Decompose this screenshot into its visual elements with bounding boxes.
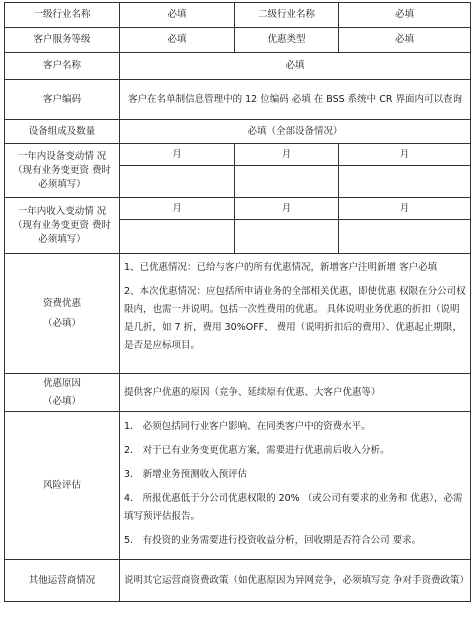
row-tariff xyxy=(5,254,471,374)
row-income-months xyxy=(5,198,471,220)
industry-l1-label: 一级行业名称 xyxy=(5,3,120,28)
row-reason xyxy=(5,374,471,412)
equipment-month-2: 月 xyxy=(235,144,339,166)
other-operators-value[interactable]: 说明其它运营商资费政策（如优惠原因为异网竞争，必须填写竞 争对手资费政策） xyxy=(120,560,471,602)
risk-label: 风险评估 xyxy=(5,412,120,560)
tariff-current-text: 2、本次优惠情况：应包括所申请业务的全部相关优惠，即使优惠 权限在分公司权限内，也需一并说明。包括一次性费用的优惠。 具体说明业务优惠的折扣（说明是几折，如 7 折，费用 30%OFF、 费用（说明折扣后的费用）、优惠起止期限，是否是应标项目。 xyxy=(124,286,466,351)
income-change-label: 一年内收入变动情 况 （现有业务变更资 费时必须填写） xyxy=(5,198,120,254)
equipment-month-1: 月 xyxy=(120,144,235,166)
row-risk xyxy=(5,412,471,560)
row-industry xyxy=(5,3,471,28)
service-level-label: 客户服务等级 xyxy=(5,28,120,53)
industry-l2-label: 二级行业名称 xyxy=(235,3,339,28)
equipment-label: 设备组成及数量 xyxy=(5,120,120,144)
customer-code-label: 客户编码 xyxy=(5,80,120,120)
row-customer-code xyxy=(5,80,471,120)
risk-value[interactable] xyxy=(120,412,471,560)
income-month-3-value[interactable] xyxy=(339,220,471,254)
risk-item-3: 3. 新增业务预测收入预评估 xyxy=(124,469,248,480)
equipment-month-3-value[interactable] xyxy=(339,166,471,198)
equipment-change-label: 一年内设备变动情 况 （现有业务变更资 费时必须填写） xyxy=(5,144,120,198)
equipment-value[interactable]: 必填（全部设备情况） xyxy=(120,120,471,144)
other-operators-label: 其他运营商情况 xyxy=(5,560,120,602)
service-level-value[interactable]: 必填 xyxy=(120,28,235,53)
discount-type-value[interactable]: 必填 xyxy=(339,28,471,53)
customer-name-label: 客户名称 xyxy=(5,53,120,80)
income-month-1: 月 xyxy=(120,198,235,220)
row-other-operators xyxy=(5,560,471,602)
income-month-1-value[interactable] xyxy=(120,220,235,254)
industry-l1-value[interactable]: 必填 xyxy=(120,3,235,28)
reason-label: 优惠原因 （必填） xyxy=(5,374,120,412)
risk-item-1: 1. 必须包括同行业客户影响、在同类客户中的资费水平。 xyxy=(124,421,371,432)
application-form-table xyxy=(4,2,471,602)
income-month-2-value[interactable] xyxy=(235,220,339,254)
risk-item-4: 4. 所报优惠低于分公司优惠权限的 20% （或公司有要求的业务和 优惠），必需填写预评估报告。 xyxy=(124,493,463,522)
customer-code-value[interactable]: 客户在名单制信息管理中的 12 位编码 必填 在 BSS 系统中 CR 界面内可以查询 xyxy=(120,80,471,120)
industry-l2-value[interactable]: 必填 xyxy=(339,3,471,28)
equipment-month-1-value[interactable] xyxy=(120,166,235,198)
row-service xyxy=(5,28,471,53)
income-month-3: 月 xyxy=(339,198,471,220)
risk-item-2: 2. 对于已有业务变更优惠方案，需要进行优惠前后收入分析。 xyxy=(124,445,390,456)
row-customer-name xyxy=(5,53,471,80)
equipment-month-2-value[interactable] xyxy=(235,166,339,198)
row-equipment xyxy=(5,120,471,144)
discount-type-label: 优惠类型 xyxy=(235,28,339,53)
customer-name-value[interactable]: 必填 xyxy=(120,53,471,80)
reason-value[interactable]: 提供客户优惠的原因（竞争、延续原有优惠、大客户优惠等） xyxy=(120,374,471,412)
risk-item-5: 5. 有投资的业务需要进行投资收益分析，回收期是否符合公司 要求。 xyxy=(124,535,422,546)
tariff-label: 资费优惠 （必填） xyxy=(5,254,120,374)
row-equipment-months xyxy=(5,144,471,166)
equipment-month-3: 月 xyxy=(339,144,471,166)
income-month-2: 月 xyxy=(235,198,339,220)
tariff-existing-text: 1、已优惠情况：已给与客户的所有优惠情况，新增客户注明新增 客户必填 xyxy=(124,262,438,273)
tariff-value[interactable] xyxy=(120,254,471,374)
